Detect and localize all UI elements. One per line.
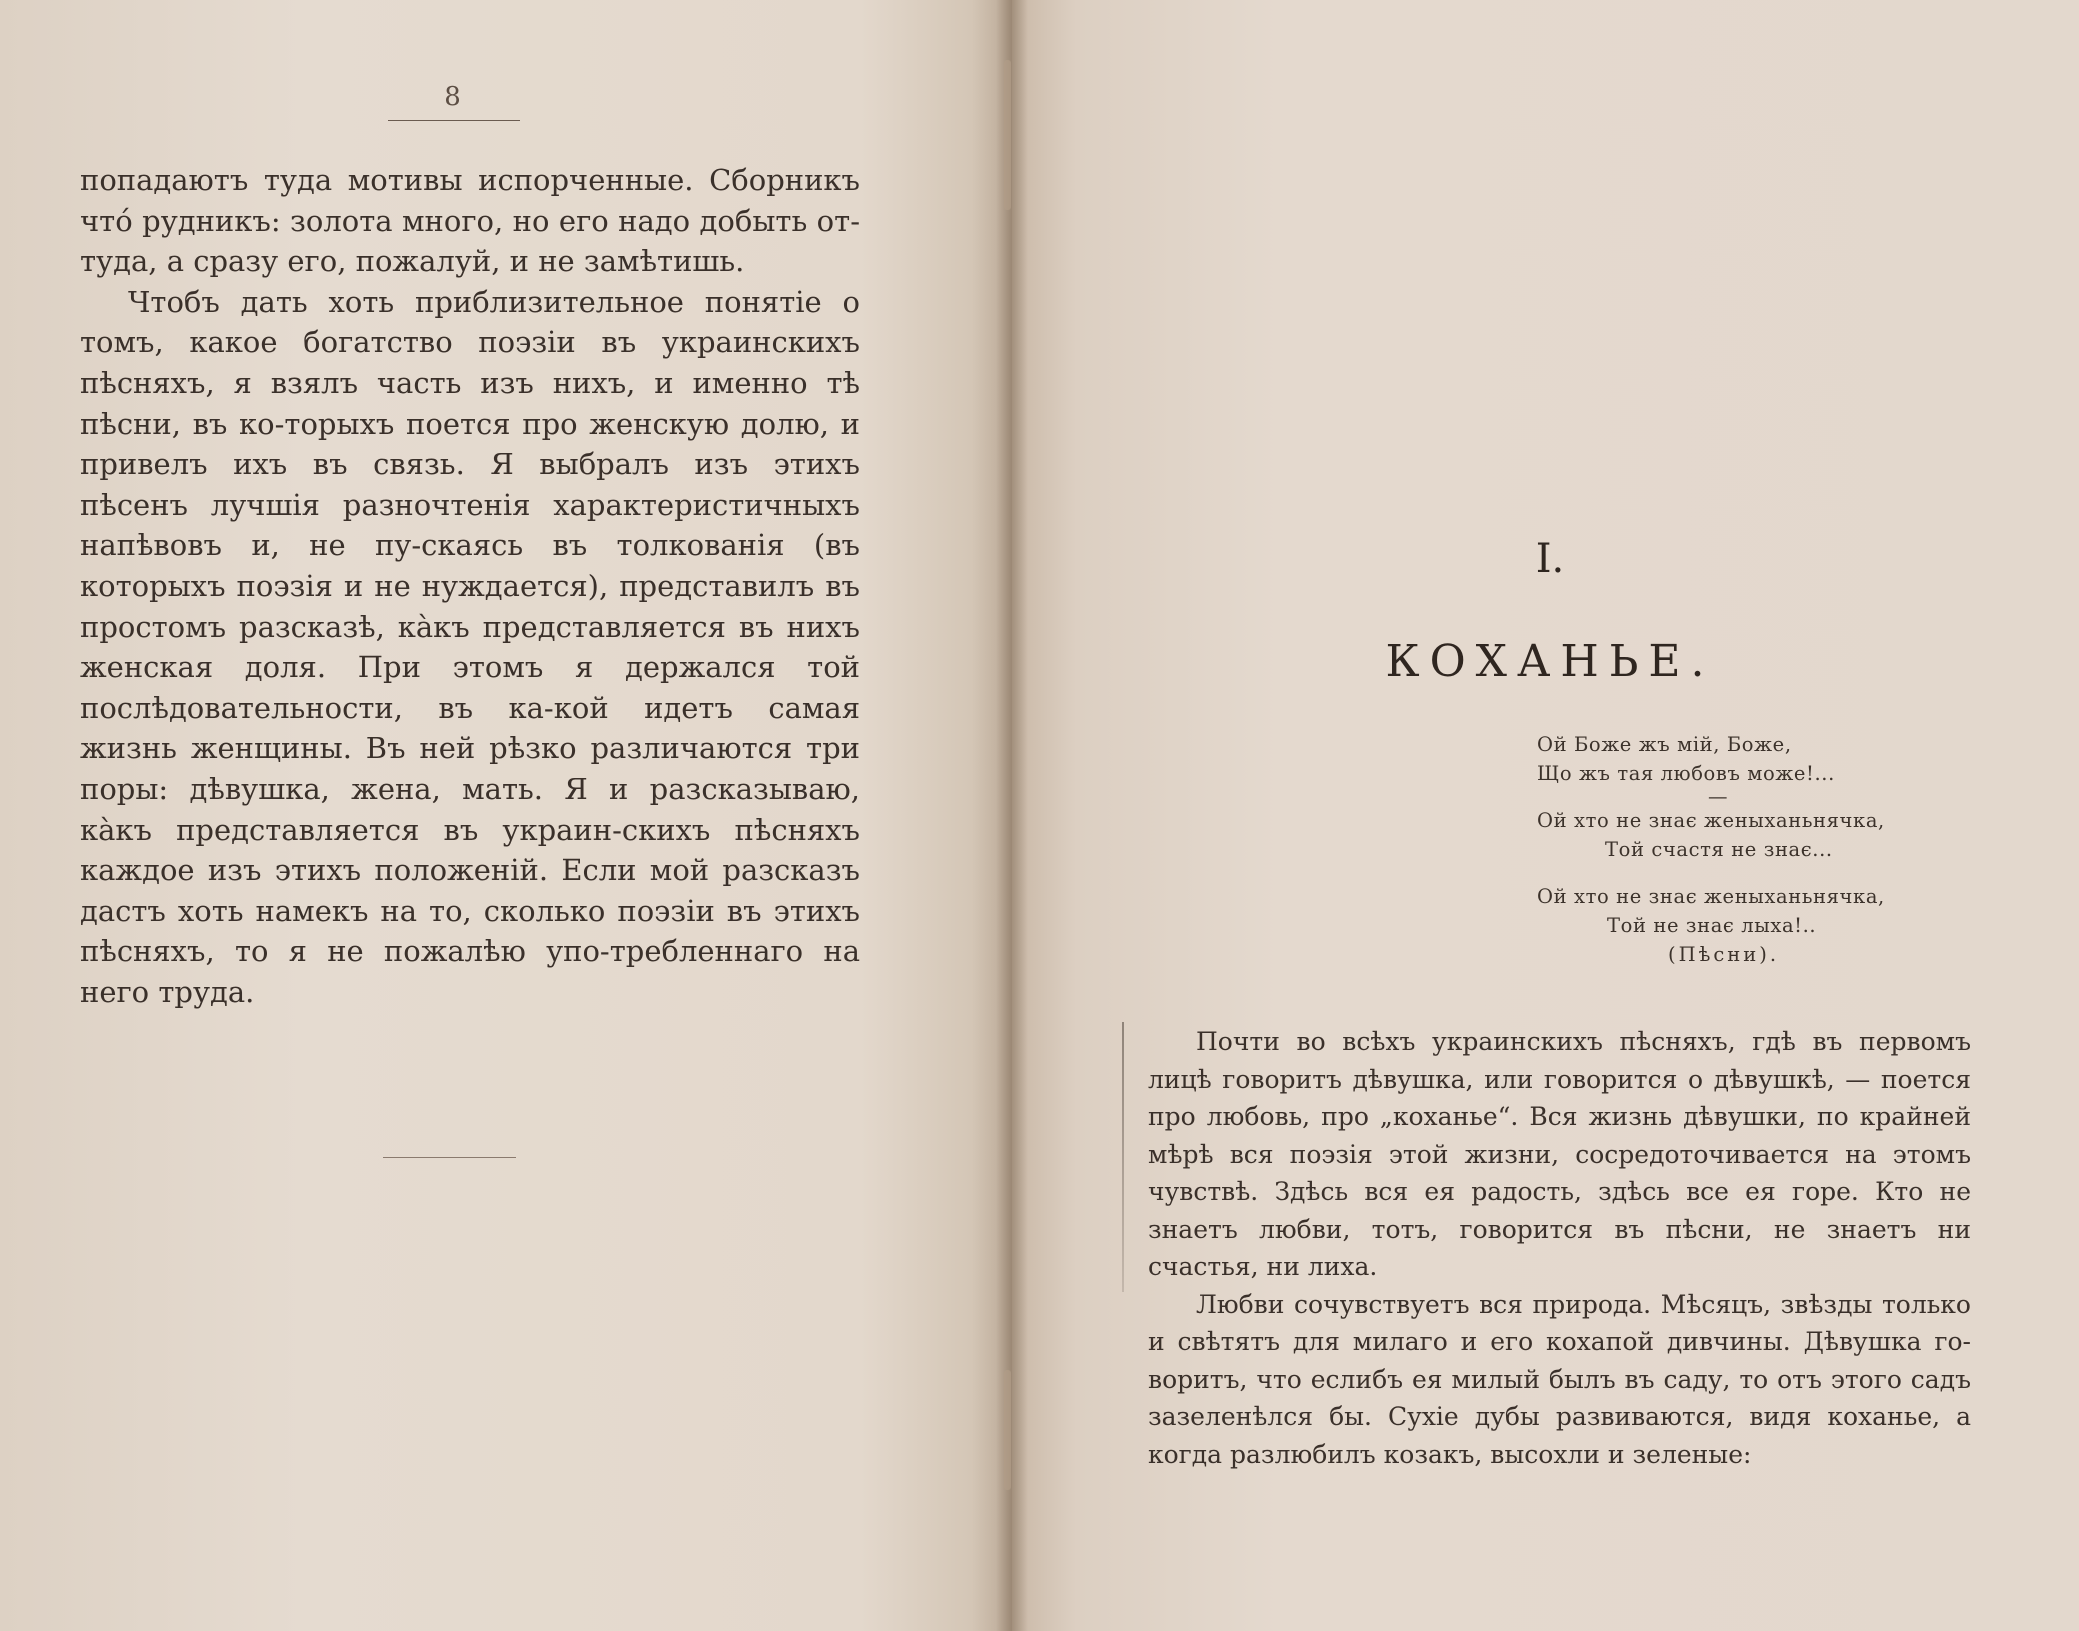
stanza-gap [1440, 864, 1960, 882]
epigraph-line: Ой хто не знає женыханьнячка, [1537, 885, 1885, 908]
epigraph-divider: — [1708, 785, 1729, 808]
paragraph: Любви сочувствуетъ вся природа. Мѣсяцъ, звѣзды только и свѣтятъ для милаго и его кохапой дивчины. Дѣвушка го-воритъ, что еслибъ ея милый былъ въ саду, то отъ этого садъ зазеленѣлся бы. Сухіе дубы развиваются, видя коханье, а когда разлюбилъ козакъ, высохли и зеленые: [1148, 1289, 1971, 1469]
epigraph [1440, 730, 1960, 969]
header-rule [388, 120, 520, 121]
epigraph-line: Ой Боже жъ мій, Боже, [1537, 733, 1792, 756]
end-rule [383, 1157, 516, 1158]
paragraph: Чтобъ дать хоть приблизительное понятіе о томъ, какое богатство поэзіи въ украинскихъ пѣсняхъ, я взялъ часть изъ нихъ, и именно тѣ пѣсни, въ ко-торыхъ поется про женскую долю, и привелъ ихъ въ связь. Я выбралъ изъ этихъ пѣсенъ лучшія разночтенія характеристичныхъ напѣвовъ и, не пу-скаясь въ толкованія (въ которыхъ поэзія и не нуждается), представилъ въ простомъ разсказѣ, ка̀къ представляется въ нихъ женская доля. При этомъ я держался той послѣдовательности, въ ка-кой идетъ самая жизнь женщины. Въ ней рѣзко различаются три поры: дѣвушка, жена, мать. Я и разсказываю, ка̀къ представляется въ украин-скихъ пѣсняхъ каждое изъ этихъ положеній. Если мой разсказъ дастъ хоть намекъ на то, сколько поэзіи въ этихъ пѣсняхъ, то я не пожалѣю упо-требленнаго на него труда. [80, 284, 860, 1009]
binding-stain [1004, 60, 1011, 210]
left-page [0, 0, 1012, 1631]
margin-pencil-mark [1122, 1022, 1124, 1292]
paragraph: попадаютъ туда мотивы испорченные. Сборникъ что́ рудникъ: золота много, но его надо добыть от-туда, а сразу его, пожалуй, и не замѣтишь. [80, 163, 860, 279]
chapter-number: I. [1535, 536, 1565, 582]
book-gutter [996, 0, 1028, 1631]
epigraph-source: (Пѣсни). [1668, 943, 1780, 966]
epigraph-line: Той счастя не знає... [1605, 838, 1833, 861]
binding-stain [1004, 1370, 1011, 1490]
epigraph-line: Що жъ тая любовъ може!... [1537, 762, 1835, 785]
paragraph: Почти во всѣхъ украинскихъ пѣсняхъ, гдѣ въ первомъ лицѣ говоритъ дѣвушка, или говорится о дѣвушкѣ, — поется про любовь, про „коханье“. Вся жизнь дѣвушки, по крайней мѣрѣ вся поэзія этой жизни, сосредоточивается на этомъ чувствѣ. Здѣсь вся ея радость, здѣсь все ея горе. Кто не знаетъ любви, тотъ, говорится въ пѣсни, не знаетъ ни счастья, ни лиха. [1148, 1027, 1971, 1281]
epigraph-line: Той не знає лыха!.. [1607, 914, 1817, 937]
page-number: 8 [444, 82, 461, 112]
right-page-body [1148, 1023, 1971, 1473]
left-page-body [80, 160, 860, 1012]
epigraph-line: Ой хто не знає женыханьнячка, [1537, 809, 1885, 832]
chapter-title: КОХАНЬЕ. [1385, 636, 1715, 687]
